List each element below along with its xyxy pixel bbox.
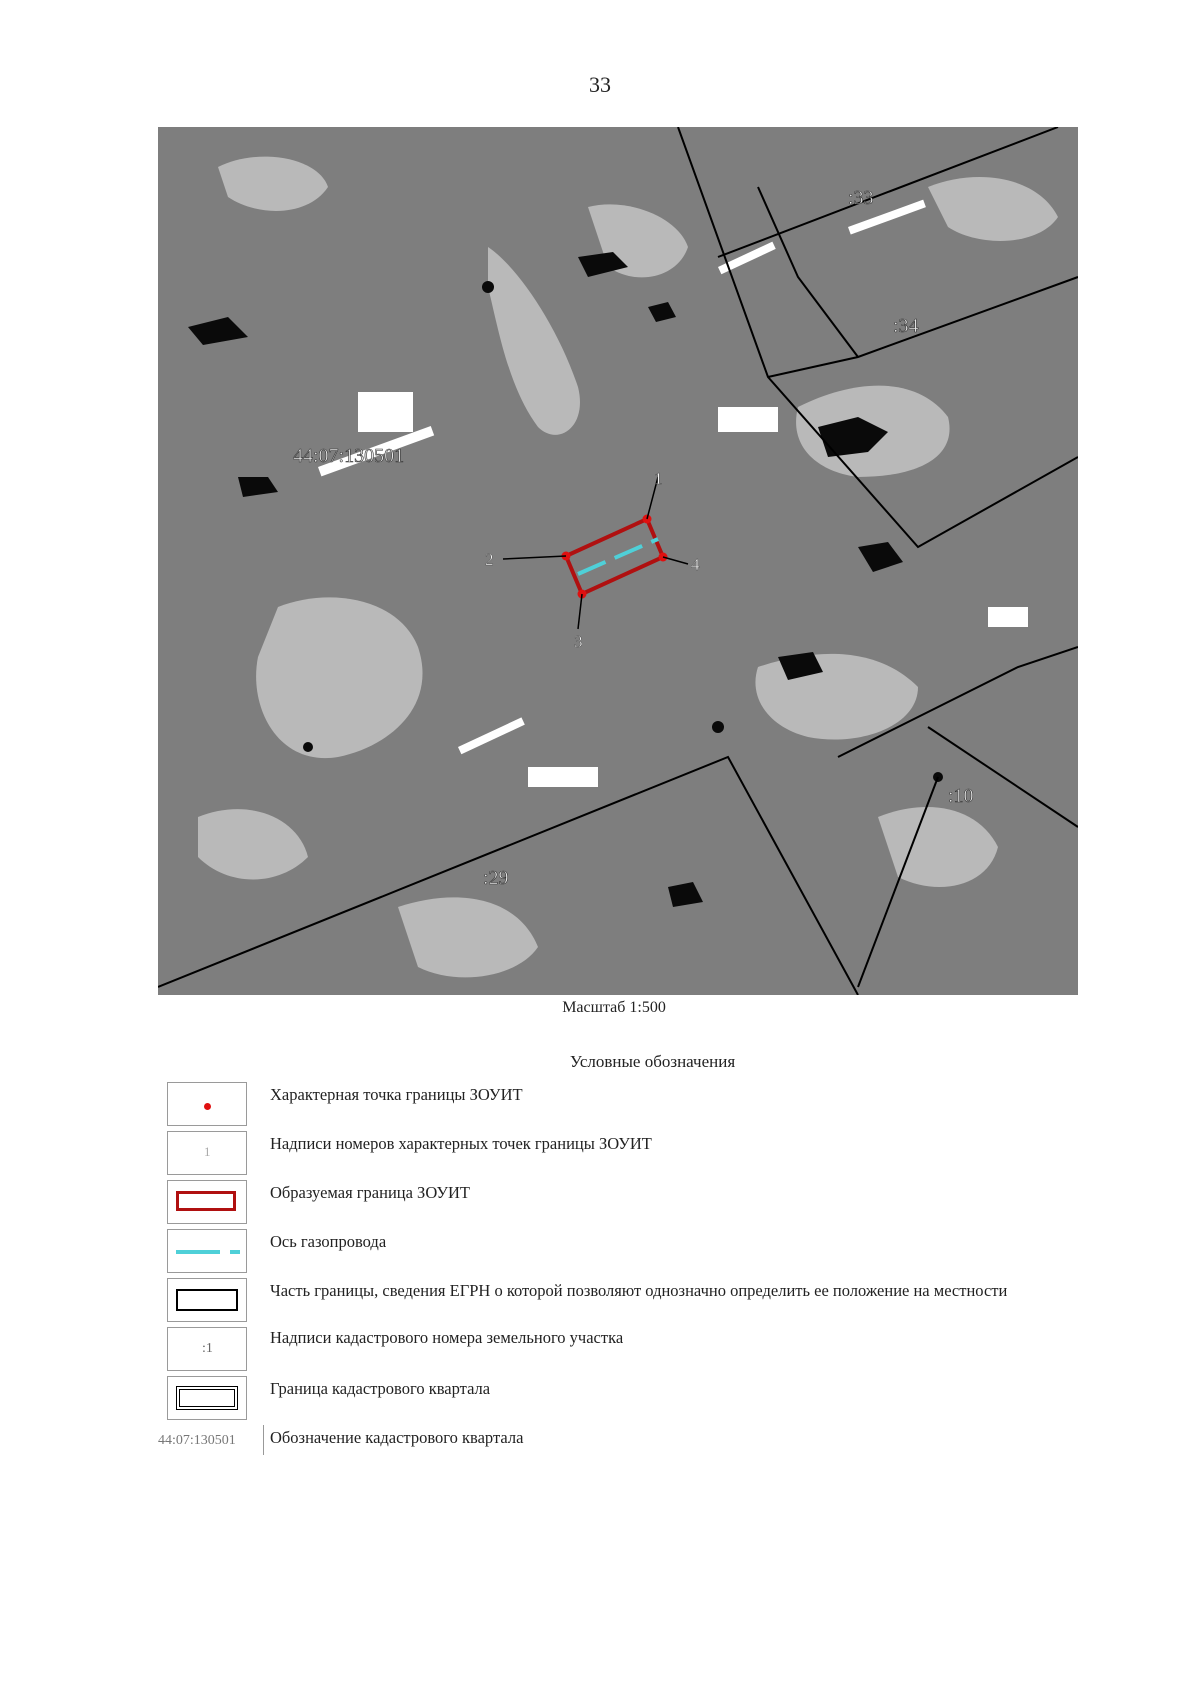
legend-text: Образуемая граница ЗОУИТ <box>270 1183 470 1202</box>
point-label-4: 4 <box>691 555 700 574</box>
legend-symbol <box>167 1082 247 1126</box>
legend-symbol <box>167 1229 247 1273</box>
legend-text: Характерная точка границы ЗОУИТ <box>270 1085 523 1104</box>
black-rectangle-icon <box>176 1289 238 1311</box>
cadastral-map <box>158 127 1078 995</box>
red-rectangle-icon <box>176 1191 236 1211</box>
legend-symbol <box>167 1180 247 1224</box>
parcel-number-label: :1 <box>202 1341 213 1356</box>
point-label-2: 2 <box>485 550 494 569</box>
legend-title: Условные обозначения <box>569 1052 736 1071</box>
map-scale: Масштаб 1:500 <box>562 999 666 1016</box>
point-number-label: 1 <box>204 1144 211 1159</box>
legend-text: Часть границы, сведения ЕГРН о которой позволяют однозначно определить ее положение на местности <box>270 1281 1008 1300</box>
quarter-label: 44:07:130501 <box>293 445 405 467</box>
page-number: 33 <box>589 72 611 97</box>
point-label-1: 1 <box>654 469 663 488</box>
legend-text: Надписи кадастрового номера земельного участка <box>270 1328 624 1347</box>
legend-text: Обозначение кадастрового квартала <box>270 1428 524 1447</box>
legend-text: Ось газопровода <box>270 1232 387 1251</box>
parcel-label-33: :33 <box>848 187 874 209</box>
dashed-cyan-line-icon <box>176 1250 240 1254</box>
parcel-label-29: :29 <box>483 867 509 889</box>
parcel-label-34: :34 <box>893 315 919 337</box>
legend-symbol <box>167 1376 247 1420</box>
double-rectangle-icon <box>176 1386 238 1410</box>
legend-symbol <box>167 1327 247 1371</box>
parcel-label-10: :10 <box>948 785 974 807</box>
point-label-3: 3 <box>574 632 583 651</box>
legend-symbol <box>167 1278 247 1322</box>
quarter-label-sample: 44:07:130501 <box>158 1425 264 1455</box>
map-canvas <box>158 127 1078 995</box>
legend-symbol <box>167 1131 247 1175</box>
legend-text: Граница кадастрового квартала <box>270 1379 491 1398</box>
red-dot-icon <box>204 1103 211 1110</box>
legend-text: Надписи номеров характерных точек границы ЗОУИТ <box>270 1134 652 1153</box>
